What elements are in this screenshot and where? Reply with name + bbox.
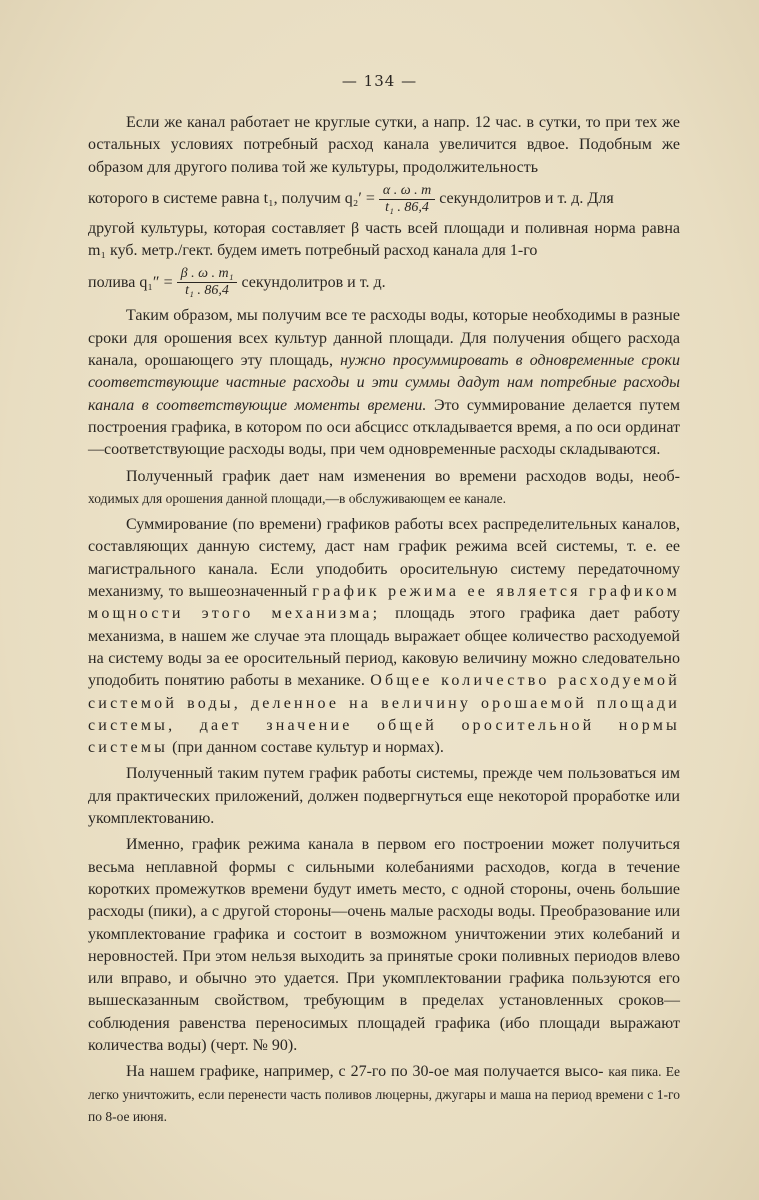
p2-italic: нужно просуммировать в одновременные сроки соответствующие частные расходы и эти суммы дадут нам потребные расходы канала в соответствующие моменты времени. bbox=[88, 352, 681, 414]
formula-line-1 bbox=[88, 183, 680, 216]
p7-b: кая пика. Ее легко уничтожить, если перенести часть поливов люцерны, джугары и маша на период времени с 1-го по 8-ое июня. bbox=[88, 1064, 681, 1124]
formula-2-lead: полива q₁″ = bbox=[88, 273, 173, 291]
formula-2-tail: секундолитров и т. д. bbox=[241, 273, 386, 291]
paragraph-4 bbox=[88, 514, 680, 759]
body-text bbox=[88, 112, 680, 1132]
paragraph-6: Именно, график режима канала в первом его построении может получиться весьма неплавной формы с сильными колебаниями расходов, когда в течение коротких промежутков времени будут иметь место, с одной стороны, очень большие расходы (пики), а с другой стороны—очень малые расходы воды. Преобразование или укомплектование графика и состоит в возможном уничтожении этих колебаний и неровностей. При этом нельзя выходить за принятые сроки поливных периодов влево или вправо, и обычно это удается. При укомплектовании графика пользуются его вышесказанным свойством, требующим в пределах установленных сроков—соблюдения равенства переносимых площадей графика (ибо площади выражают количества воды) (черт. № 90). bbox=[88, 836, 680, 1054]
p7-a: На нашем графике, например, с 27-го по 30-ое мая получается высо- bbox=[126, 1063, 604, 1081]
paragraph-5: Полученный таким путем график работы системы, прежде чем пользоваться им для практических приложений, должен подвергнуться еще некоторой проработке или укомплектованию. bbox=[88, 765, 680, 828]
formula-1-tail: секундолитров и т. д. Для bbox=[439, 190, 614, 208]
formula-1-fraction bbox=[379, 183, 435, 216]
formula-line-2 bbox=[88, 266, 680, 299]
p3-a: Полученный график дает нам изменения во времени расходов воды, необ- bbox=[126, 467, 680, 485]
p1-text: Если же канал работает не круглые сутки, а напр. 12 час. в сутки, то при тех же остальных условиях потребный расход канала увеличится вдвое. Подобным же образом для другого полива той же культуры, продолжительность bbox=[88, 114, 680, 176]
p2-tail: Это суммирование делается путем построения графика, в котором по оси абсцисс откладывается время, а по оси ординат—соответствующие расходы воды, при чем одновременные расходы складываются. bbox=[88, 396, 681, 459]
paragraph-2 bbox=[88, 305, 680, 461]
formula-1-numerator: α . ω . m bbox=[379, 183, 435, 200]
p3-b: ходимых для орошения данной площади,—в обслуживающем ее канале. bbox=[88, 490, 506, 506]
formula-1-lead: которого в системе равна t₁, получим q₂′ = bbox=[88, 190, 375, 208]
paragraph-7 bbox=[88, 1061, 680, 1128]
paragraph-3 bbox=[88, 466, 680, 511]
formula-2-denominator: t₁ . 86,4 bbox=[185, 283, 229, 299]
p4-b: площадь этого графика дает работу механизма, в нашем же случае эта площадь выражает общее количество расходуемой на систему воды за ее оросительный период, каковую величину можно следовательно уподобить понятию работы в механике. bbox=[88, 605, 681, 690]
p4-a: Суммирование (по времени) графиков работы всех распределительных каналов, составляющих данную систему, даст нам график режима всей системы, т. е. ее магистрального канала. Если уподобить оросительную систему передаточному механизму, то вышеозначенный bbox=[88, 516, 680, 601]
page-number: — 134 — bbox=[341, 72, 418, 90]
p2-plain: Таким образом, мы получим все те расходы воды, которые необходимы в разные сроки для орошения всех культур данной площади. Для получения общего расхода канала, орошающего эту площадь, bbox=[88, 307, 680, 370]
p1-cont-text: другой культуры, которая составляет β часть всей площади и поливная норма равна m₁ куб. метр./гект. будем иметь потребный расход канала для 1-го bbox=[88, 219, 680, 260]
paragraph-1 bbox=[88, 112, 680, 179]
formula-2-numerator: β . ω . m₁ bbox=[177, 266, 238, 283]
formula-2-fraction bbox=[177, 266, 238, 299]
p4-spaced-1: график режима ее является графиком мощности этого механизма; bbox=[88, 583, 680, 623]
paragraph-1-cont bbox=[88, 218, 680, 263]
p4-spaced-2: Общее количество расходуемой системой воды, деленное на величину орошаемой площади системы, дает значение общей оросительной нормы системы bbox=[88, 672, 681, 757]
formula-1-denominator: t₁ . 86,4 bbox=[385, 199, 429, 215]
p4-c: (при данном составе культур и нормах). bbox=[172, 739, 444, 757]
